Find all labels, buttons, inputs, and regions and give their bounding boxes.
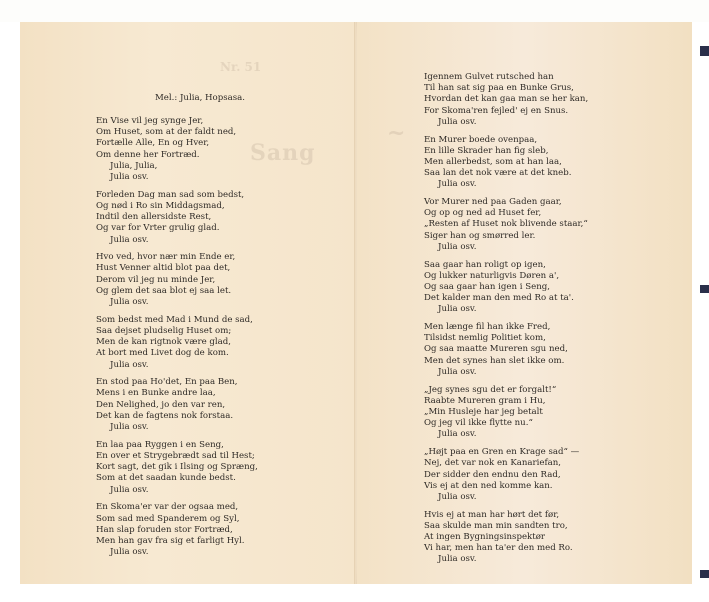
verse-line: Raabte Mureren gram i Hu, xyxy=(424,395,546,406)
verse-line: Mens i en Bunke andre laa, xyxy=(96,388,216,399)
verse-line: Om Huset, som at der faldt ned, xyxy=(96,127,237,138)
verse-line: Det kalder man den med Ro at ta'. xyxy=(424,293,574,304)
verse-line: „Højt paa en Gren en Krage sad“ — xyxy=(424,447,580,458)
verse-line: Hust Venner altid blot paa det, xyxy=(96,263,231,274)
verse-line: En Skoma'er var der ogsaa med, xyxy=(96,502,239,513)
verse-line: Indtil den allersidste Rest, xyxy=(96,212,212,223)
verse-line: Tilsidst nemlig Politiet kom, xyxy=(424,333,546,344)
verse-line: Hvis ej at man har hørt det før, xyxy=(424,509,560,520)
scan-marker xyxy=(700,570,709,578)
verse-line: Og glem det saa blot ej saa let. xyxy=(96,285,232,296)
refrain-line: Julia osv. xyxy=(438,554,477,565)
verse-line: Og lukker naturligvis Døren a', xyxy=(424,270,560,281)
verse-line: Og nød i Ro sin Middagsmad, xyxy=(96,200,225,211)
verse-line: Som sad med Spanderem og Syl, xyxy=(96,513,240,524)
stanza xyxy=(424,197,674,253)
verse-line: Og var for Vrter grulig glad. xyxy=(96,223,220,234)
verse-line: Saa dejset pludselig Huset om; xyxy=(96,325,232,336)
refrain-line: Julia, Julia, xyxy=(110,160,158,171)
stanza xyxy=(96,377,336,433)
verse-line: Og jeg vil ikke flytte nu.“ xyxy=(424,418,533,429)
verse-line: Til han sat sig paa en Bunke Grus, xyxy=(424,83,574,94)
verse-line: Der sidder den endnu den Rad, xyxy=(424,469,561,480)
verse-line: „Jeg synes sgu det er forgalt!“ xyxy=(424,384,557,395)
stanza xyxy=(424,72,674,128)
verse-line: Men han gav fra sig et farligt Hyl. xyxy=(96,535,245,546)
verse-line: „Resten af Huset nok blivende staar,“ xyxy=(424,219,588,230)
verse-line: Og saa gaar han igen i Seng, xyxy=(424,281,551,292)
verse-line: Derom vil jeg nu minde Jer, xyxy=(96,274,216,285)
refrain-line: Julia osv. xyxy=(438,241,477,252)
stanza xyxy=(96,116,336,183)
right-column xyxy=(424,72,674,572)
verse-line: Forleden Dag man sad som bedst, xyxy=(96,189,245,200)
stanza xyxy=(424,510,674,566)
refrain-line: Julia osv. xyxy=(438,179,477,190)
scan-marker xyxy=(700,46,709,56)
refrain-line: Julia osv. xyxy=(438,429,477,440)
verse-line: At bort med Livet dog de kom. xyxy=(96,348,229,359)
show-through-mark: ~ xyxy=(387,120,406,146)
verse-line: Men de kan rigtnok være glad, xyxy=(96,337,231,348)
verse-line: En over et Strygebrædt sad til Hest; xyxy=(96,450,255,461)
melody-heading: Mel.: Julia, Hopsasa. xyxy=(155,93,246,103)
verse-line: Saa skulde man min sandten tro, xyxy=(424,520,568,531)
verse-line: Og op og ned ad Huset fer, xyxy=(424,208,542,219)
verse-line: Som bedst med Mad i Mund de sad, xyxy=(96,314,253,325)
refrain-line: Julia osv. xyxy=(110,234,149,245)
verse-line: For Skoma'ren fejled' ej en Snus. xyxy=(424,105,569,116)
scan-marker xyxy=(700,285,709,293)
verse-line: Saa lan det nok være at det kneb. xyxy=(424,168,572,179)
stanza xyxy=(96,315,336,371)
verse-line: En stod paa Ho'det, En paa Ben, xyxy=(96,377,238,388)
stanza xyxy=(424,447,674,503)
verse-line: Som at det saadan kunde bedst. xyxy=(96,473,236,484)
refrain-line: Julia osv. xyxy=(438,366,477,377)
refrain-line: Julia osv. xyxy=(110,297,149,308)
stanza xyxy=(96,440,336,496)
verse-line: Fortælle Alle, En og Hver, xyxy=(96,138,210,149)
verse-line: Og saa maatte Mureren sgu ned, xyxy=(424,344,568,355)
verse-line: En Murer boede ovenpaa, xyxy=(424,134,538,145)
stanza xyxy=(424,385,674,441)
verse-line: Igennem Gulvet rutsched han xyxy=(424,72,554,82)
show-through-title: Sang xyxy=(250,140,316,166)
verse-line: Men det synes han slet ikke om. xyxy=(424,355,565,366)
verse-line: Nej, det var nok en Kanariefan, xyxy=(424,458,562,469)
verse-line: En laa paa Ryggen i en Seng, xyxy=(96,439,224,450)
refrain-line: Julia osv. xyxy=(110,547,149,558)
verse-line: Hvo ved, hvor nær min Ende er, xyxy=(96,252,236,263)
stanza xyxy=(96,190,336,246)
stanza xyxy=(96,252,336,308)
verse-line: Det kan de fagtens nok forstaa. xyxy=(96,410,234,421)
verse-line: Vi har, men han ta'er den med Ro. xyxy=(424,543,573,554)
verse-line: Han slap foruden stor Fortræd, xyxy=(96,524,233,535)
verse-line: Vis ej at den ned komme kan. xyxy=(424,480,553,491)
verse-line: Siger han og smørred ler. xyxy=(424,230,536,241)
verse-line: Men allerbedst, som at han laa, xyxy=(424,156,562,167)
verse-line: En Vise vil jeg synge Jer, xyxy=(96,116,204,126)
verse-line: Men længe fil han ikke Fred, xyxy=(424,322,551,333)
stanza xyxy=(424,135,674,191)
scan-border-top xyxy=(0,0,709,22)
verse-line: En lille Skrader han fig sleb, xyxy=(424,145,549,156)
refrain-line: Julia osv. xyxy=(110,484,149,495)
show-through-page-number: Nr. 51 xyxy=(220,60,262,74)
verse-line: At ingen Bygningsinspektør xyxy=(424,532,546,543)
refrain-line: Julia osv. xyxy=(438,491,477,502)
verse-line: „Min Husleje har jeg betalt xyxy=(424,406,543,417)
stanza xyxy=(424,322,674,378)
left-column xyxy=(96,116,336,565)
stanza xyxy=(96,502,336,558)
verse-line: Kort sagt, det gik i Ilsing og Spræng, xyxy=(96,462,258,473)
refrain-line: Julia osv. xyxy=(110,422,149,433)
refrain-line: Julia osv. xyxy=(438,116,477,127)
verse-line: Hvordan det kan gaa man se her kan, xyxy=(424,94,589,105)
verse-line: Vor Murer ned paa Gaden gaar, xyxy=(424,197,562,208)
stanza xyxy=(424,260,674,316)
verse-line: Saa gaar han roligt op igen, xyxy=(424,259,546,270)
refrain-line: Julia osv. xyxy=(438,304,477,315)
refrain-line: Julia osv. xyxy=(110,359,149,370)
refrain-line: Julia osv. xyxy=(110,172,149,183)
verse-line: Om denne her Fortræd. xyxy=(96,149,200,160)
verse-line: Den Nelighed, jo den var ren, xyxy=(96,399,226,410)
